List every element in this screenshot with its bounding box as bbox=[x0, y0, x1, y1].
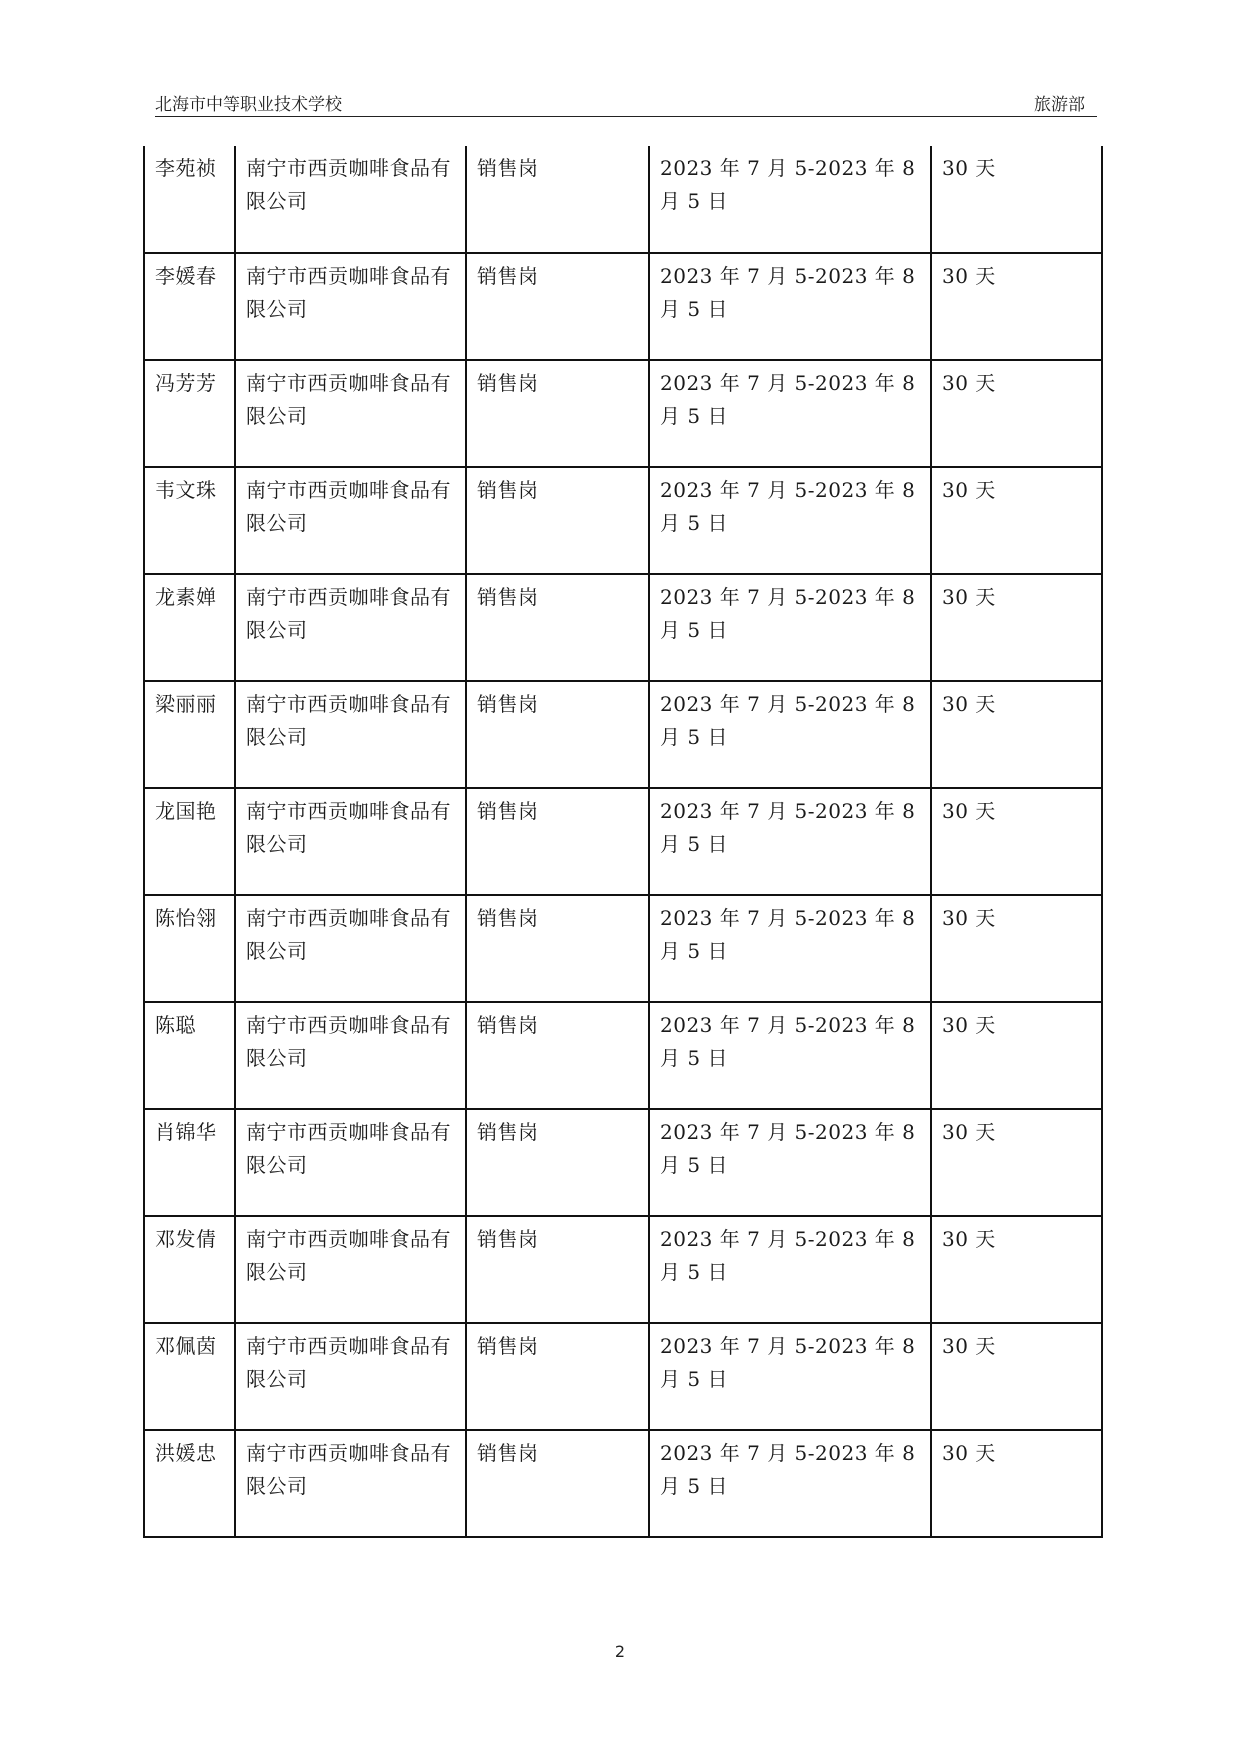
page-number: 2 bbox=[614, 1642, 626, 1661]
post-cell: 销售岗 bbox=[466, 146, 649, 253]
days-cell: 30 天 bbox=[931, 253, 1102, 360]
post-cell: 销售岗 bbox=[466, 1323, 649, 1430]
post-cell: 销售岗 bbox=[466, 467, 649, 574]
period-cell: 2023 年 7 月 5-2023 年 8 月 5 日 bbox=[649, 895, 931, 1002]
table-row bbox=[144, 574, 1102, 681]
period-cell: 2023 年 7 月 5-2023 年 8 月 5 日 bbox=[649, 1323, 931, 1430]
table-row bbox=[144, 895, 1102, 1002]
student-name-cell: 冯芳芳 bbox=[144, 360, 235, 467]
days-cell: 30 天 bbox=[931, 681, 1102, 788]
student-name-cell: 邓发倩 bbox=[144, 1216, 235, 1323]
post-cell: 销售岗 bbox=[466, 1109, 649, 1216]
student-name-cell: 韦文珠 bbox=[144, 467, 235, 574]
post-cell: 销售岗 bbox=[466, 360, 649, 467]
period-cell: 2023 年 7 月 5-2023 年 8 月 5 日 bbox=[649, 1216, 931, 1323]
student-name-cell: 洪媛忠 bbox=[144, 1430, 235, 1537]
post-cell: 销售岗 bbox=[466, 788, 649, 895]
table-row bbox=[144, 1109, 1102, 1216]
period-cell: 2023 年 7 月 5-2023 年 8 月 5 日 bbox=[649, 360, 931, 467]
period-cell: 2023 年 7 月 5-2023 年 8 月 5 日 bbox=[649, 681, 931, 788]
company-cell: 南宁市西贡咖啡食品有限公司 bbox=[235, 146, 466, 253]
student-name-cell: 李苑祯 bbox=[144, 146, 235, 253]
company-cell: 南宁市西贡咖啡食品有限公司 bbox=[235, 1216, 466, 1323]
table-row bbox=[144, 467, 1102, 574]
post-cell: 销售岗 bbox=[466, 253, 649, 360]
page-header bbox=[155, 88, 1097, 117]
days-cell: 30 天 bbox=[931, 574, 1102, 681]
company-cell: 南宁市西贡咖啡食品有限公司 bbox=[235, 788, 466, 895]
student-name-cell: 陈聪 bbox=[144, 1002, 235, 1109]
days-cell: 30 天 bbox=[931, 1216, 1102, 1323]
table-row bbox=[144, 1216, 1102, 1323]
days-cell: 30 天 bbox=[931, 1002, 1102, 1109]
internship-table-body bbox=[144, 146, 1102, 1537]
internship-table bbox=[143, 146, 1103, 1538]
period-cell: 2023 年 7 月 5-2023 年 8 月 5 日 bbox=[649, 1109, 931, 1216]
company-cell: 南宁市西贡咖啡食品有限公司 bbox=[235, 574, 466, 681]
period-cell: 2023 年 7 月 5-2023 年 8 月 5 日 bbox=[649, 467, 931, 574]
days-cell: 30 天 bbox=[931, 146, 1102, 253]
post-cell: 销售岗 bbox=[466, 1002, 649, 1109]
table-row bbox=[144, 253, 1102, 360]
company-cell: 南宁市西贡咖啡食品有限公司 bbox=[235, 360, 466, 467]
days-cell: 30 天 bbox=[931, 1109, 1102, 1216]
period-cell: 2023 年 7 月 5-2023 年 8 月 5 日 bbox=[649, 788, 931, 895]
period-cell: 2023 年 7 月 5-2023 年 8 月 5 日 bbox=[649, 253, 931, 360]
post-cell: 销售岗 bbox=[466, 1216, 649, 1323]
days-cell: 30 天 bbox=[931, 467, 1102, 574]
post-cell: 销售岗 bbox=[466, 574, 649, 681]
days-cell: 30 天 bbox=[931, 1430, 1102, 1537]
student-name-cell: 梁丽丽 bbox=[144, 681, 235, 788]
internship-table-container bbox=[143, 146, 1101, 1538]
student-name-cell: 肖锦华 bbox=[144, 1109, 235, 1216]
company-cell: 南宁市西贡咖啡食品有限公司 bbox=[235, 1323, 466, 1430]
company-cell: 南宁市西贡咖啡食品有限公司 bbox=[235, 681, 466, 788]
post-cell: 销售岗 bbox=[466, 1430, 649, 1537]
days-cell: 30 天 bbox=[931, 360, 1102, 467]
student-name-cell: 李媛春 bbox=[144, 253, 235, 360]
company-cell: 南宁市西贡咖啡食品有限公司 bbox=[235, 1430, 466, 1537]
department-name: 旅游部 bbox=[1034, 95, 1085, 115]
company-cell: 南宁市西贡咖啡食品有限公司 bbox=[235, 253, 466, 360]
company-cell: 南宁市西贡咖啡食品有限公司 bbox=[235, 1002, 466, 1109]
table-row bbox=[144, 788, 1102, 895]
days-cell: 30 天 bbox=[931, 788, 1102, 895]
post-cell: 销售岗 bbox=[466, 895, 649, 1002]
student-name-cell: 龙国艳 bbox=[144, 788, 235, 895]
company-cell: 南宁市西贡咖啡食品有限公司 bbox=[235, 1109, 466, 1216]
school-name: 北海市中等职业技术学校 bbox=[155, 95, 342, 115]
company-cell: 南宁市西贡咖啡食品有限公司 bbox=[235, 895, 466, 1002]
student-name-cell: 陈怡翎 bbox=[144, 895, 235, 1002]
table-row bbox=[144, 146, 1102, 253]
company-cell: 南宁市西贡咖啡食品有限公司 bbox=[235, 467, 466, 574]
table-row bbox=[144, 1430, 1102, 1537]
table-row bbox=[144, 1323, 1102, 1430]
student-name-cell: 龙素婵 bbox=[144, 574, 235, 681]
post-cell: 销售岗 bbox=[466, 681, 649, 788]
days-cell: 30 天 bbox=[931, 895, 1102, 1002]
table-row bbox=[144, 360, 1102, 467]
period-cell: 2023 年 7 月 5-2023 年 8 月 5 日 bbox=[649, 146, 931, 253]
days-cell: 30 天 bbox=[931, 1323, 1102, 1430]
period-cell: 2023 年 7 月 5-2023 年 8 月 5 日 bbox=[649, 574, 931, 681]
table-row bbox=[144, 1002, 1102, 1109]
student-name-cell: 邓佩茵 bbox=[144, 1323, 235, 1430]
period-cell: 2023 年 7 月 5-2023 年 8 月 5 日 bbox=[649, 1430, 931, 1537]
period-cell: 2023 年 7 月 5-2023 年 8 月 5 日 bbox=[649, 1002, 931, 1109]
table-row bbox=[144, 681, 1102, 788]
